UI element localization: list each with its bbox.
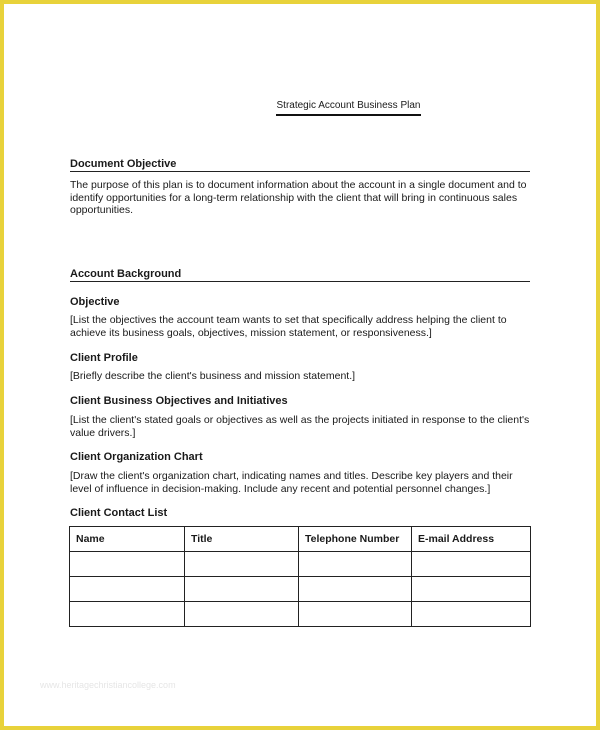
subheading-business-objectives: Client Business Objectives and Initiatives [70,395,288,407]
section-heading-document-objective: Document Objective [70,158,530,172]
table-cell[interactable] [70,602,185,627]
table-row [70,577,531,602]
subheading-contact-list: Client Contact List [70,507,168,519]
table-cell[interactable] [185,602,299,627]
column-header-title: Title [185,527,299,552]
table-cell[interactable] [412,552,531,577]
business-objectives-text: [List the client's stated goals or objectives as well as the projects initiated in response to the client's value drivers.] [70,414,530,439]
client-profile-text: [Briefly describe the client's business and mission statement.] [70,370,356,382]
document-title: Strategic Account Business Plan [276,100,421,116]
table-cell[interactable] [412,577,531,602]
column-header-telephone: Telephone Number [299,527,412,552]
document-objective-text: The purpose of this plan is to document information about the account in a single document and to identify opportunities for a long-term relationship with the client that will bring in continuous sales opportunities. [70,179,527,216]
table-cell[interactable] [299,602,412,627]
section-heading-account-background: Account Background [70,268,530,282]
table-header-row [70,527,531,552]
contact-list-table [69,526,531,627]
table-cell[interactable] [70,577,185,602]
objective-text: [List the objectives the account team wants to set that specifically address helping the client to achieve its business goals, objectives, mission statement, or responsiveness.] [70,314,507,339]
table-cell[interactable] [185,577,299,602]
table-cell[interactable] [412,602,531,627]
table-row [70,602,531,627]
document-page [4,4,596,726]
watermark: www.heritagechristiancollege.com [40,680,176,690]
table-cell[interactable] [185,552,299,577]
table-cell[interactable] [299,577,412,602]
column-header-email: E-mail Address [412,527,531,552]
table-cell[interactable] [70,552,185,577]
column-header-name: Name [70,527,185,552]
org-chart-text: [Draw the client's organization chart, indicating names and titles. Describe key players and their level of influence in decision-making. Include any recent and potential personnel changes.] [70,470,513,495]
table-cell[interactable] [299,552,412,577]
subheading-client-profile: Client Profile [70,352,138,364]
table-row [70,552,531,577]
subheading-org-chart: Client Organization Chart [70,451,203,463]
subheading-objective: Objective [70,296,120,308]
